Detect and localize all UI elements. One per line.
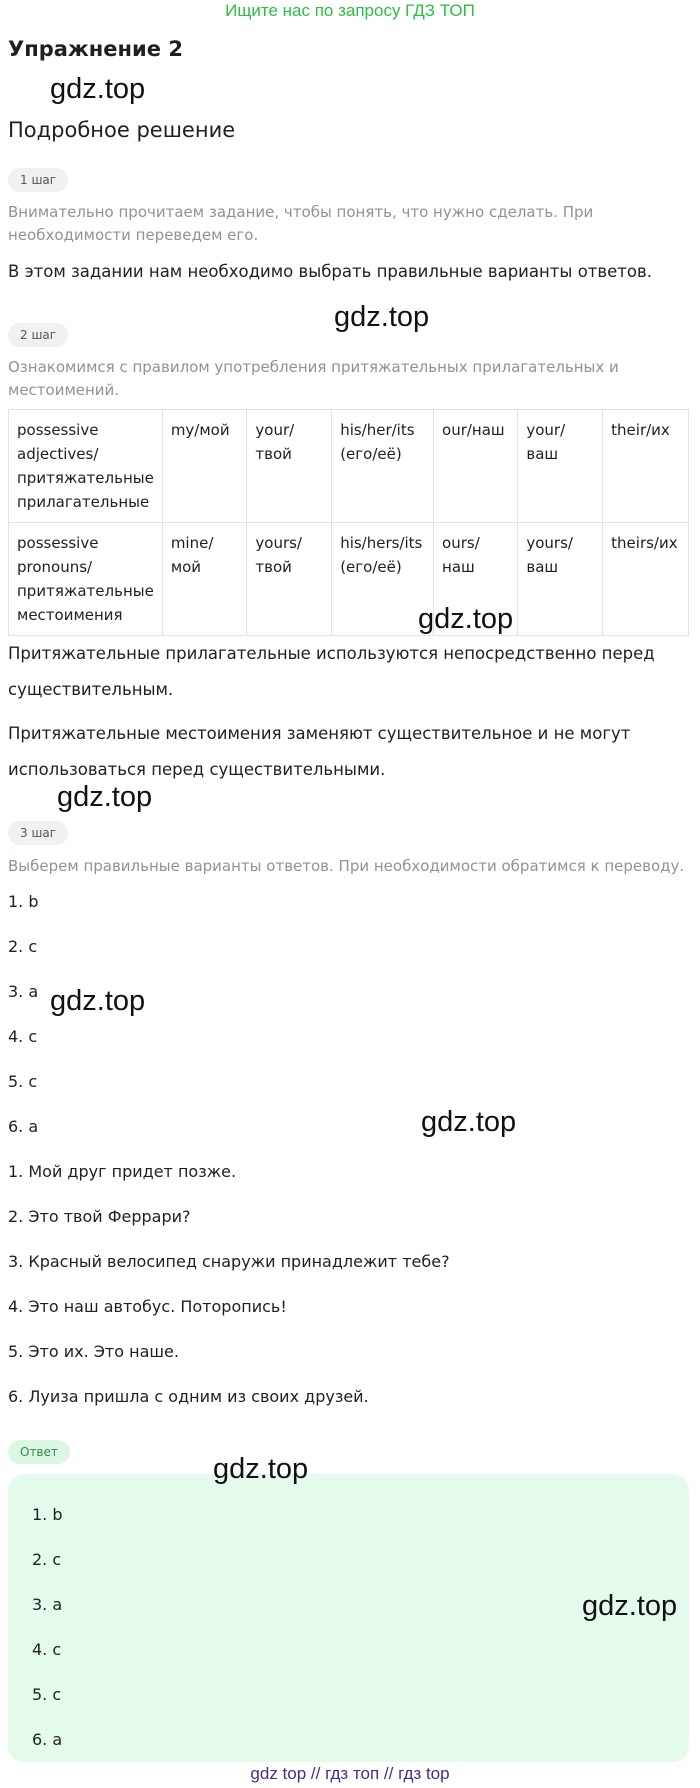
watermark: gdz.top: [334, 301, 430, 333]
list-item: 3. a: [8, 982, 39, 1001]
possessive-table: [8, 409, 689, 636]
watermark: gdz.top: [50, 985, 146, 1017]
answer-item: 2. c: [32, 1550, 62, 1569]
step-2-paragraph-2: Притяжательные местоимения заменяют существительное и не могут использоваться перед существительными.: [8, 724, 631, 779]
table-cell: your/ ваш: [518, 410, 603, 523]
list-item: 4. c: [8, 1027, 38, 1046]
table-cell: possessive pronouns/ притяжательные местоимения: [9, 523, 163, 636]
table-cell: our/наш: [434, 410, 518, 523]
exercise-title: Упражнение 2: [8, 37, 183, 61]
table-cell: yours/ твой: [247, 523, 332, 636]
watermark: gdz.top: [213, 1453, 309, 1485]
translation-item: 1. Мой друг придет позже.: [8, 1162, 237, 1181]
step-1-badge: 1 шаг: [8, 168, 68, 192]
answer-item: 5. c: [32, 1685, 62, 1704]
answer-item: 4. c: [32, 1640, 62, 1659]
answer-item: 3. a: [32, 1595, 63, 1614]
step-1-hint: Внимательно прочитаем задание, чтобы понять, что нужно сделать. При необходимости переведем его.: [8, 203, 594, 244]
table-cell: their/их: [603, 410, 689, 523]
watermark: gdz.top: [57, 781, 153, 813]
step-2-hint: Ознакомимся с правилом употребления притяжательных прилагательных и местоимений.: [8, 358, 619, 399]
table-cell: mine/ мой: [162, 523, 247, 636]
answer-badge: Ответ: [8, 1440, 70, 1464]
answer-item: 1. b: [32, 1505, 63, 1524]
list-item: 1. b: [8, 892, 39, 911]
table-cell: his/her/its (его/её): [332, 410, 434, 523]
list-item: 6. a: [8, 1117, 39, 1136]
translation-item: 4. Это наш автобус. Поторопись!: [8, 1297, 287, 1316]
search-banner[interactable]: Ищите нас по запросу ГДЗ ТОП: [225, 1, 475, 20]
list-item: 2. c: [8, 937, 38, 956]
table-cell: theirs/их: [603, 523, 689, 636]
table-cell: his/hers/its (его/её): [332, 523, 434, 636]
list-item: 5. c: [8, 1072, 38, 1091]
watermark: gdz.top: [50, 73, 146, 105]
table-cell: yours/ ваш: [518, 523, 603, 636]
step-2-paragraph-1: Притяжательные прилагательные используются непосредственно перед существительным.: [8, 644, 655, 699]
table-cell: your/ твой: [247, 410, 332, 523]
table-row: [9, 523, 689, 636]
step-1-text: В этом задании нам необходимо выбрать правильные варианты ответов.: [8, 262, 652, 281]
translation-item: 5. Это их. Это наше.: [8, 1342, 179, 1361]
table-row: [9, 410, 689, 523]
watermark: gdz.top: [421, 1106, 517, 1138]
table-cell: possessive adjectives/ притяжательные прилагательные: [9, 410, 163, 523]
footer-links[interactable]: gdz top // гдз топ // гдз top: [250, 1764, 450, 1783]
translation-item: 2. Это твой Феррари?: [8, 1207, 191, 1226]
watermark: gdz.top: [418, 603, 514, 635]
translation-item: 6. Луиза пришла с одним из своих друзей.: [8, 1387, 369, 1406]
step-3-badge: 3 шаг: [8, 821, 68, 845]
answer-item: 6. a: [32, 1730, 63, 1749]
table-cell: my/мой: [162, 410, 247, 523]
translation-item: 3. Красный велосипед снаружи принадлежит тебе?: [8, 1252, 450, 1271]
step-3-hint: Выберем правильные варианты ответов. При необходимости обратимся к переводу.: [8, 857, 685, 875]
step-2-badge: 2 шаг: [8, 323, 68, 347]
watermark: gdz.top: [582, 1590, 678, 1622]
section-title: Подробное решение: [8, 118, 236, 142]
table-cell: ours/ наш: [434, 523, 518, 636]
